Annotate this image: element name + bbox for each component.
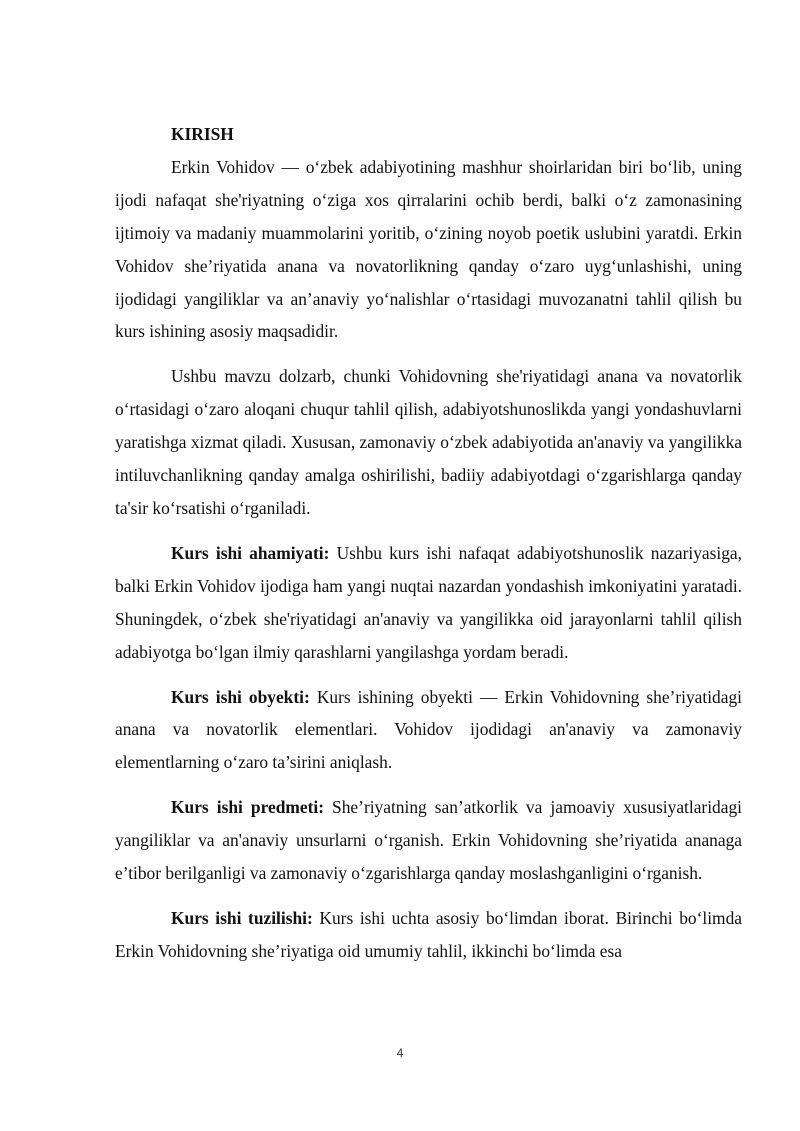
page-body bbox=[115, 118, 742, 968]
paragraph-label: Kurs ishi ahamiyati: bbox=[171, 542, 330, 563]
paragraph-subject bbox=[115, 791, 742, 890]
paragraph-text: Kurs ishining obyekti — Erkin Vohidovning she’riyatidagi anana va novatorlik elementlari. Vohidov ijodidagi an'anaviy va zamonaviy elementlarning o‘zaro ta’sirini aniqlash. bbox=[115, 686, 742, 773]
paragraph-object bbox=[115, 681, 742, 780]
paragraph-intro bbox=[115, 151, 742, 348]
page-number: 4 bbox=[396, 1046, 404, 1060]
paragraph-text: Ushbu mavzu dolzarb, chunki Vohidovning she'riyatidagi anana va novatorlik o‘rtasidagi o‘zaro aloqani chuqur tahlil qilish, adabiyotshunoslikda yangi yondashuvlarni yaratishga xizmat qiladi. Xususan, zamonaviy o‘zbek adabiyotida an'anaviy va yangilikka intiluvchanlikning qanday amalga oshirilishi, badiiy adabiyotdagi o‘zgarishlarga qanday ta'sir ko‘rsatishi o‘rganiladi. bbox=[115, 366, 742, 518]
paragraph-text: Ushbu kurs ishi nafaqat adabiyotshunoslik nazariyasiga, balki Erkin Vohidov ijodiga ham yangi nuqtai nazardan yondashish imkoniyatini yaratadi. Shuningdek, o‘zbek she'riyatidagi an'anaviy va yangilikka oid jarayonlarni tahlil qilish adabiyotga bo‘lgan ilmiy qarashlarni yangilashga yordam beradi. bbox=[115, 542, 743, 662]
paragraph-text: Kurs ishi uchta asosiy bo‘limdan iborat. Birinchi bo‘limda Erkin Vohidovning she’riyatiga oid umumiy tahlil, ikkinchi bo‘limda esa bbox=[115, 907, 742, 961]
paragraph-importance bbox=[115, 537, 742, 669]
section-heading: KIRISH bbox=[171, 124, 234, 144]
paragraph-label: Kurs ishi obyekti: bbox=[171, 686, 310, 707]
paragraph-text: She’riyatning san’atkorlik va jamoaviy xususiyatlaridagi yangiliklar va an'anaviy unsurlarni o‘rganish. Erkin Vohidovning she’riyatida ananaga e’tibor berilganligi va zamonaviy o‘zgarishlarga qanday moslashganligini o‘rganish. bbox=[115, 797, 742, 884]
paragraph-relevance bbox=[115, 360, 742, 525]
paragraph-label: Kurs ishi predmeti: bbox=[171, 797, 324, 818]
paragraph-label: Kurs ishi tuzilishi: bbox=[171, 907, 313, 928]
paragraph-text: Erkin Vohidov — o‘zbek adabiyotining mashhur shoirlaridan biri bo‘lib, uning ijodi nafaqat she'riyatning o‘ziga xos qirralarini ochib berdi, balki o‘z zamonasining ijtimoiy va madaniy muammolarini yoritib, o‘zining noyob poetik uslubini yaratdi. Erkin Vohidov she’riyatida anana va novatorlikning qanday o‘zaro uyg‘unlashishi, uning ijodidagi yangiliklar va an’anaviy yo‘nalishlar o‘rtasidagi muvozanatni tahlil qilish bu kurs ishining asosiy maqsadidir. bbox=[115, 156, 742, 342]
paragraph-structure bbox=[115, 902, 742, 968]
